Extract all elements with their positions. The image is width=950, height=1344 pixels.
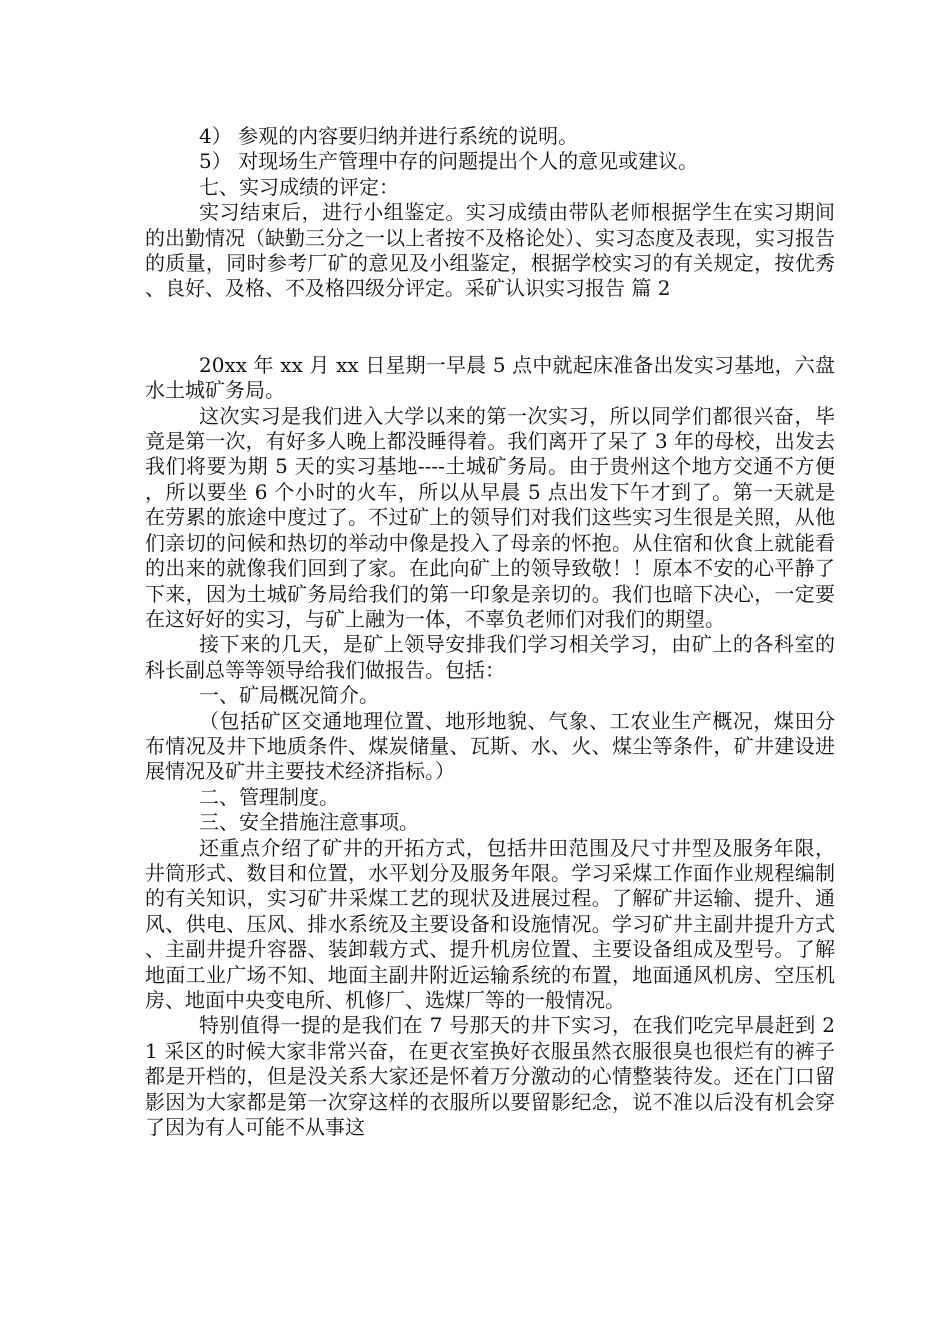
list-item-4: 4） 参观的内容要归纳并进行系统的说明。 xyxy=(199,124,579,148)
section-gap xyxy=(145,302,835,353)
paragraph-mine-overview-details: （包括矿区交通地理位置、地形地貌、气象、工农业生产概况，煤田分布情况及井下地质条件、煤炭储量、瓦斯、水、火、煤尘等条件，矿井建设进展情况及矿井主要技术经济指标。） xyxy=(145,708,835,784)
paragraph-following-days: 接下来的几天，是矿上领导安排我们学习相关学习，由矿上的各科室的科长副总等等领导给我们做报告。包括： xyxy=(145,632,835,682)
list-item-5: 5） 对现场生产管理中存的问题提出个人的意见或建议。 xyxy=(199,149,699,174)
list-heading-safety: 三、安全措施注意事项。 xyxy=(199,810,419,835)
paragraph-departure: 20xx 年 xx 月 xx 日星期一早晨 5 点中就起床准备出发实习基地，六盘水土城矿务局。 xyxy=(145,352,835,403)
document-body xyxy=(145,124,835,1140)
paragraph-grading: 实习结束后，进行小组鉴定。实习成绩由带队老师根据学生在实习期间的出勤情况（缺勤三分之一以上者按不及格论处）、实习态度及表现，实习报告的质量，同时参考厂矿的意见及小组鉴定，根据学校实习的有关规定，按优秀、良好、及格、不及格四级分评定。采矿认识实习报告 篇 2 xyxy=(145,200,835,301)
list-heading-management: 二、管理制度。 xyxy=(199,784,339,809)
paragraph-first-internship: 这次实习是我们进入大学以来的第一次实习，所以同学们都很兴奋，毕竟是第一次，有好多人晚上都没睡得着。我们离开了呆了 3 年的母校，出发去我们将要为期 5 天的实习基地----土城矿务局。由于贵州这个地方交通不方便，所以要坐 6 个小时的火车，所以从早晨 5 点出发下午才到了。第一天就是在劳累的旅途中度过了。不过矿上的领导们对我们这些实习生很是关照，从他们亲切的问候和热切的举动中像是投入了母亲的怀抱。从住宿和伙食上就能看的出来的就像我们回到了家。在此向矿上的领导致敬！！原本不安的心平静了下来，因为土城矿务局给我们的第一印象是亲切的。我们也暗下决心，一定要在这好好的实习，与矿上融为一体，不辜负老师们对我们的期望。 xyxy=(145,403,835,631)
list-heading-mine-overview: 一、矿局概况简介。 xyxy=(199,683,379,708)
paragraph-development-methods: 还重点介绍了矿井的开拓方式，包括井田范围及尺寸井型及服务年限，井筒形式、数目和位置，水平划分及服务年限。学习采煤工作面作业规程编制的有关知识，实习矿井采煤工艺的现状及进展过程。了解矿井运输、提升、通风、供电、压风、排水系统及主要设备和设施情况。学习矿井主副井提升方式、主副井提升容器、装卸载方式、提升机房位置、主要设备组成及型号。了解地面工业广场不知、地面主副井附近运输系统的布置，地面通风机房、空压机房、地面中央变电所、机修厂、选煤厂等的一般情况。 xyxy=(145,835,835,1012)
paragraph-underground-internship: 特别值得一提的是我们在 7 号那天的井下实习，在我们吃完早晨赶到 21 采区的时候大家非常兴奋，在更衣室换好衣服虽然衣服很臭也很烂有的裤子都是开档的，但是没关系大家还是怀着万分激动的心情整装待发。还在门口留影因为大家都是第一次穿这样的衣服所以要留影纪念，说不准以后没有机会穿了因为有人可能不从事这 xyxy=(145,1013,835,1140)
section-heading-grading: 七、实习成绩的评定： xyxy=(199,174,399,199)
